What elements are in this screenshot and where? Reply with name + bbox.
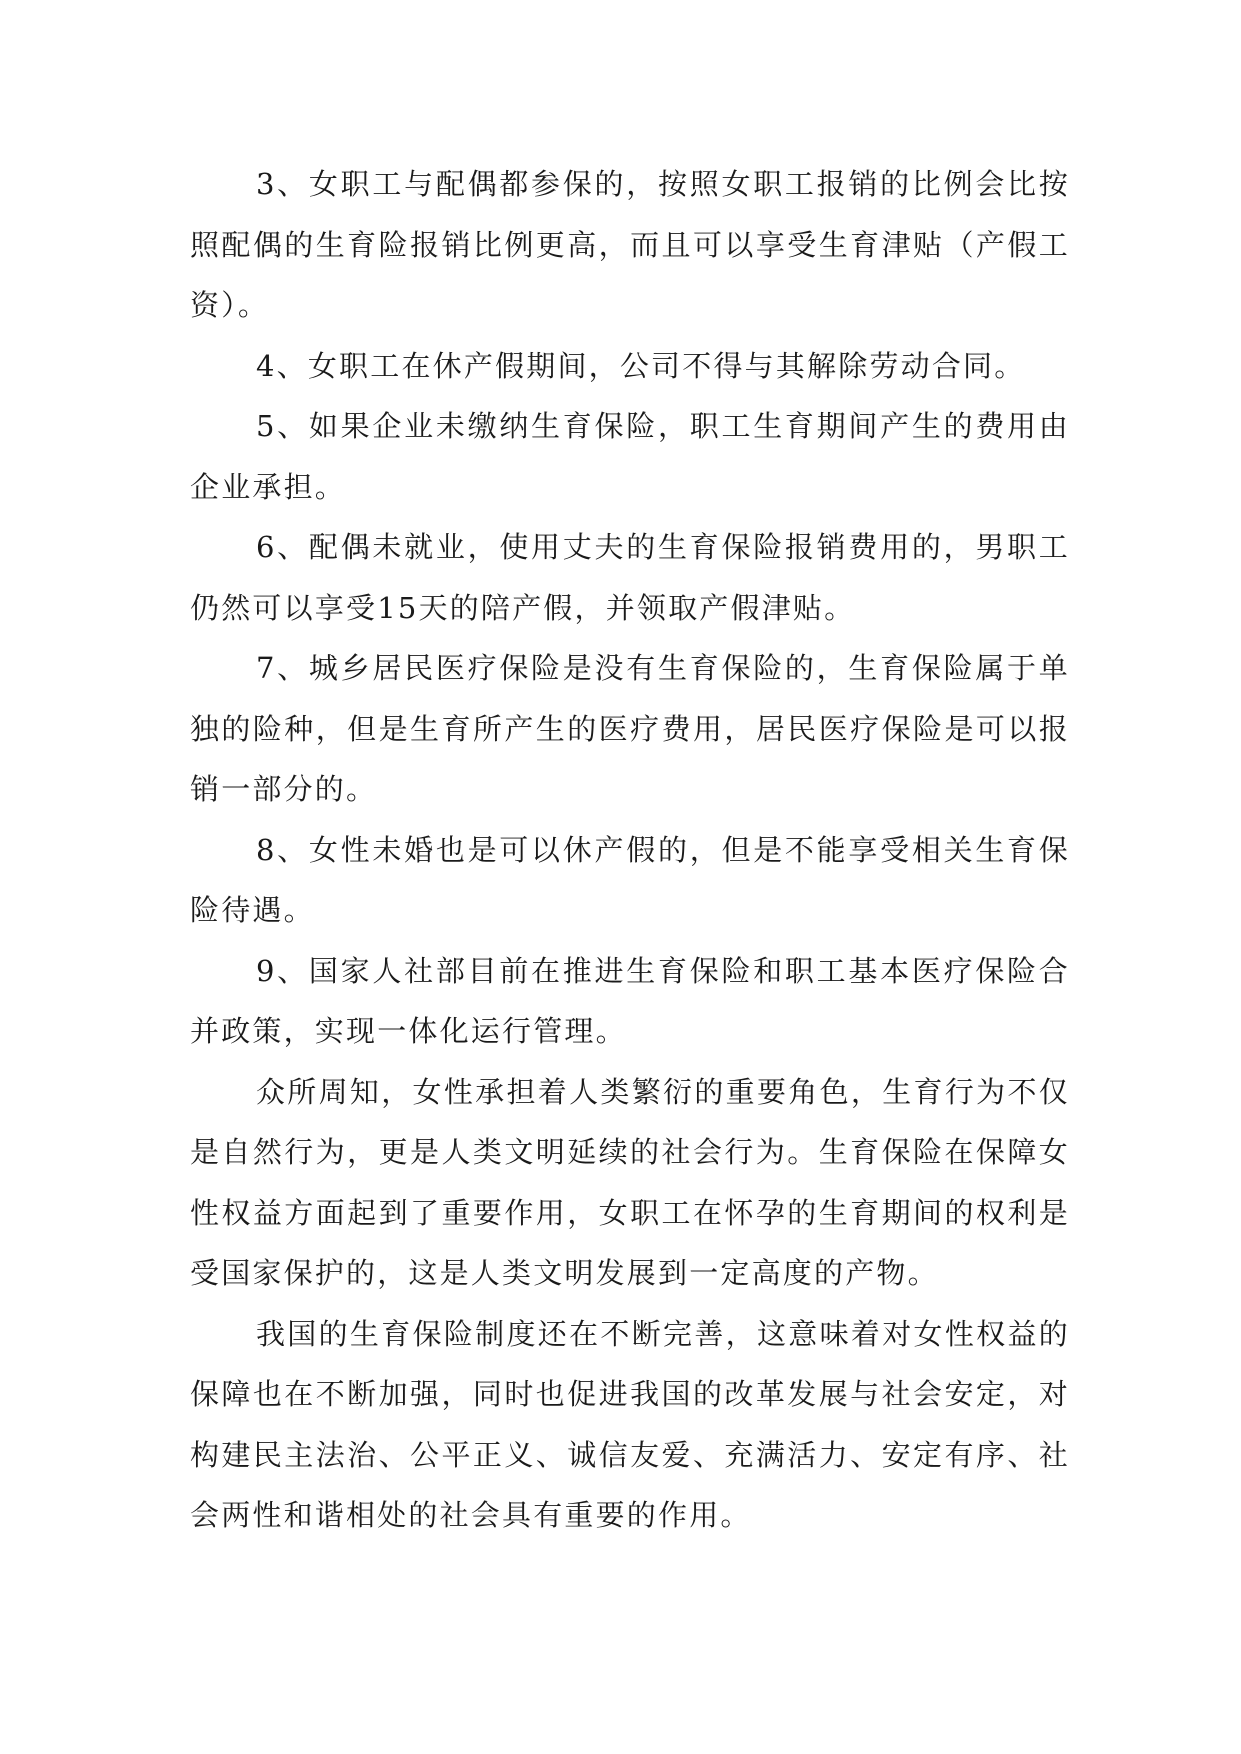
paragraph-item-8: 8、女性未婚也是可以休产假的，但是不能享受相关生育保险待遇。 xyxy=(190,832,1070,927)
paragraph-item-9: 9、国家人社部目前在推进生育保险和职工基本医疗保险合并政策，实现一体化运行管理。 xyxy=(190,953,1070,1048)
paragraph-item-7: 7、城乡居民医疗保险是没有生育保险的，生育保险属于单独的险种，但是生育所产生的医疗费用，居民医疗保险是可以报销一部分的。 xyxy=(190,651,1070,806)
paragraph-summary: 众所周知，女性承担着人类繁衍的重要角色，生育行为不仅是自然行为，更是人类文明延续的社会行为。生育保险在保障女性权益方面起到了重要作用，女职工在怀孕的生育期间的权利是受国家保护的，这是人类文明发展到一定高度的产物。 xyxy=(190,1074,1070,1290)
paragraph-item-6: 6、配偶未就业，使用丈夫的生育保险报销费用的，男职工仍然可以享受15天的陪产假，并领取产假津贴。 xyxy=(190,530,1070,625)
paragraph-conclusion: 我国的生育保险制度还在不断完善，这意味着对女性权益的保障也在不断加强，同时也促进我国的改革发展与社会安定，对构建民主法治、公平正义、诚信友爱、充满活力、安定有序、社会两性和谐相处的社会具有重要的作用。 xyxy=(190,1316,1070,1532)
document-body xyxy=(190,154,1070,1546)
paragraph-item-4: 4、女职工在休产假期间，公司不得与其解除劳动合同。 xyxy=(256,348,1026,383)
paragraph-item-5: 5、如果企业未缴纳生育保险，职工生育期间产生的费用由企业承担。 xyxy=(190,409,1070,504)
paragraph-item-3: 3、女职工与配偶都参保的，按照女职工报销的比例会比按照配偶的生育险报销比例更高，而且可以享受生育津贴（产假工资）。 xyxy=(190,167,1070,322)
